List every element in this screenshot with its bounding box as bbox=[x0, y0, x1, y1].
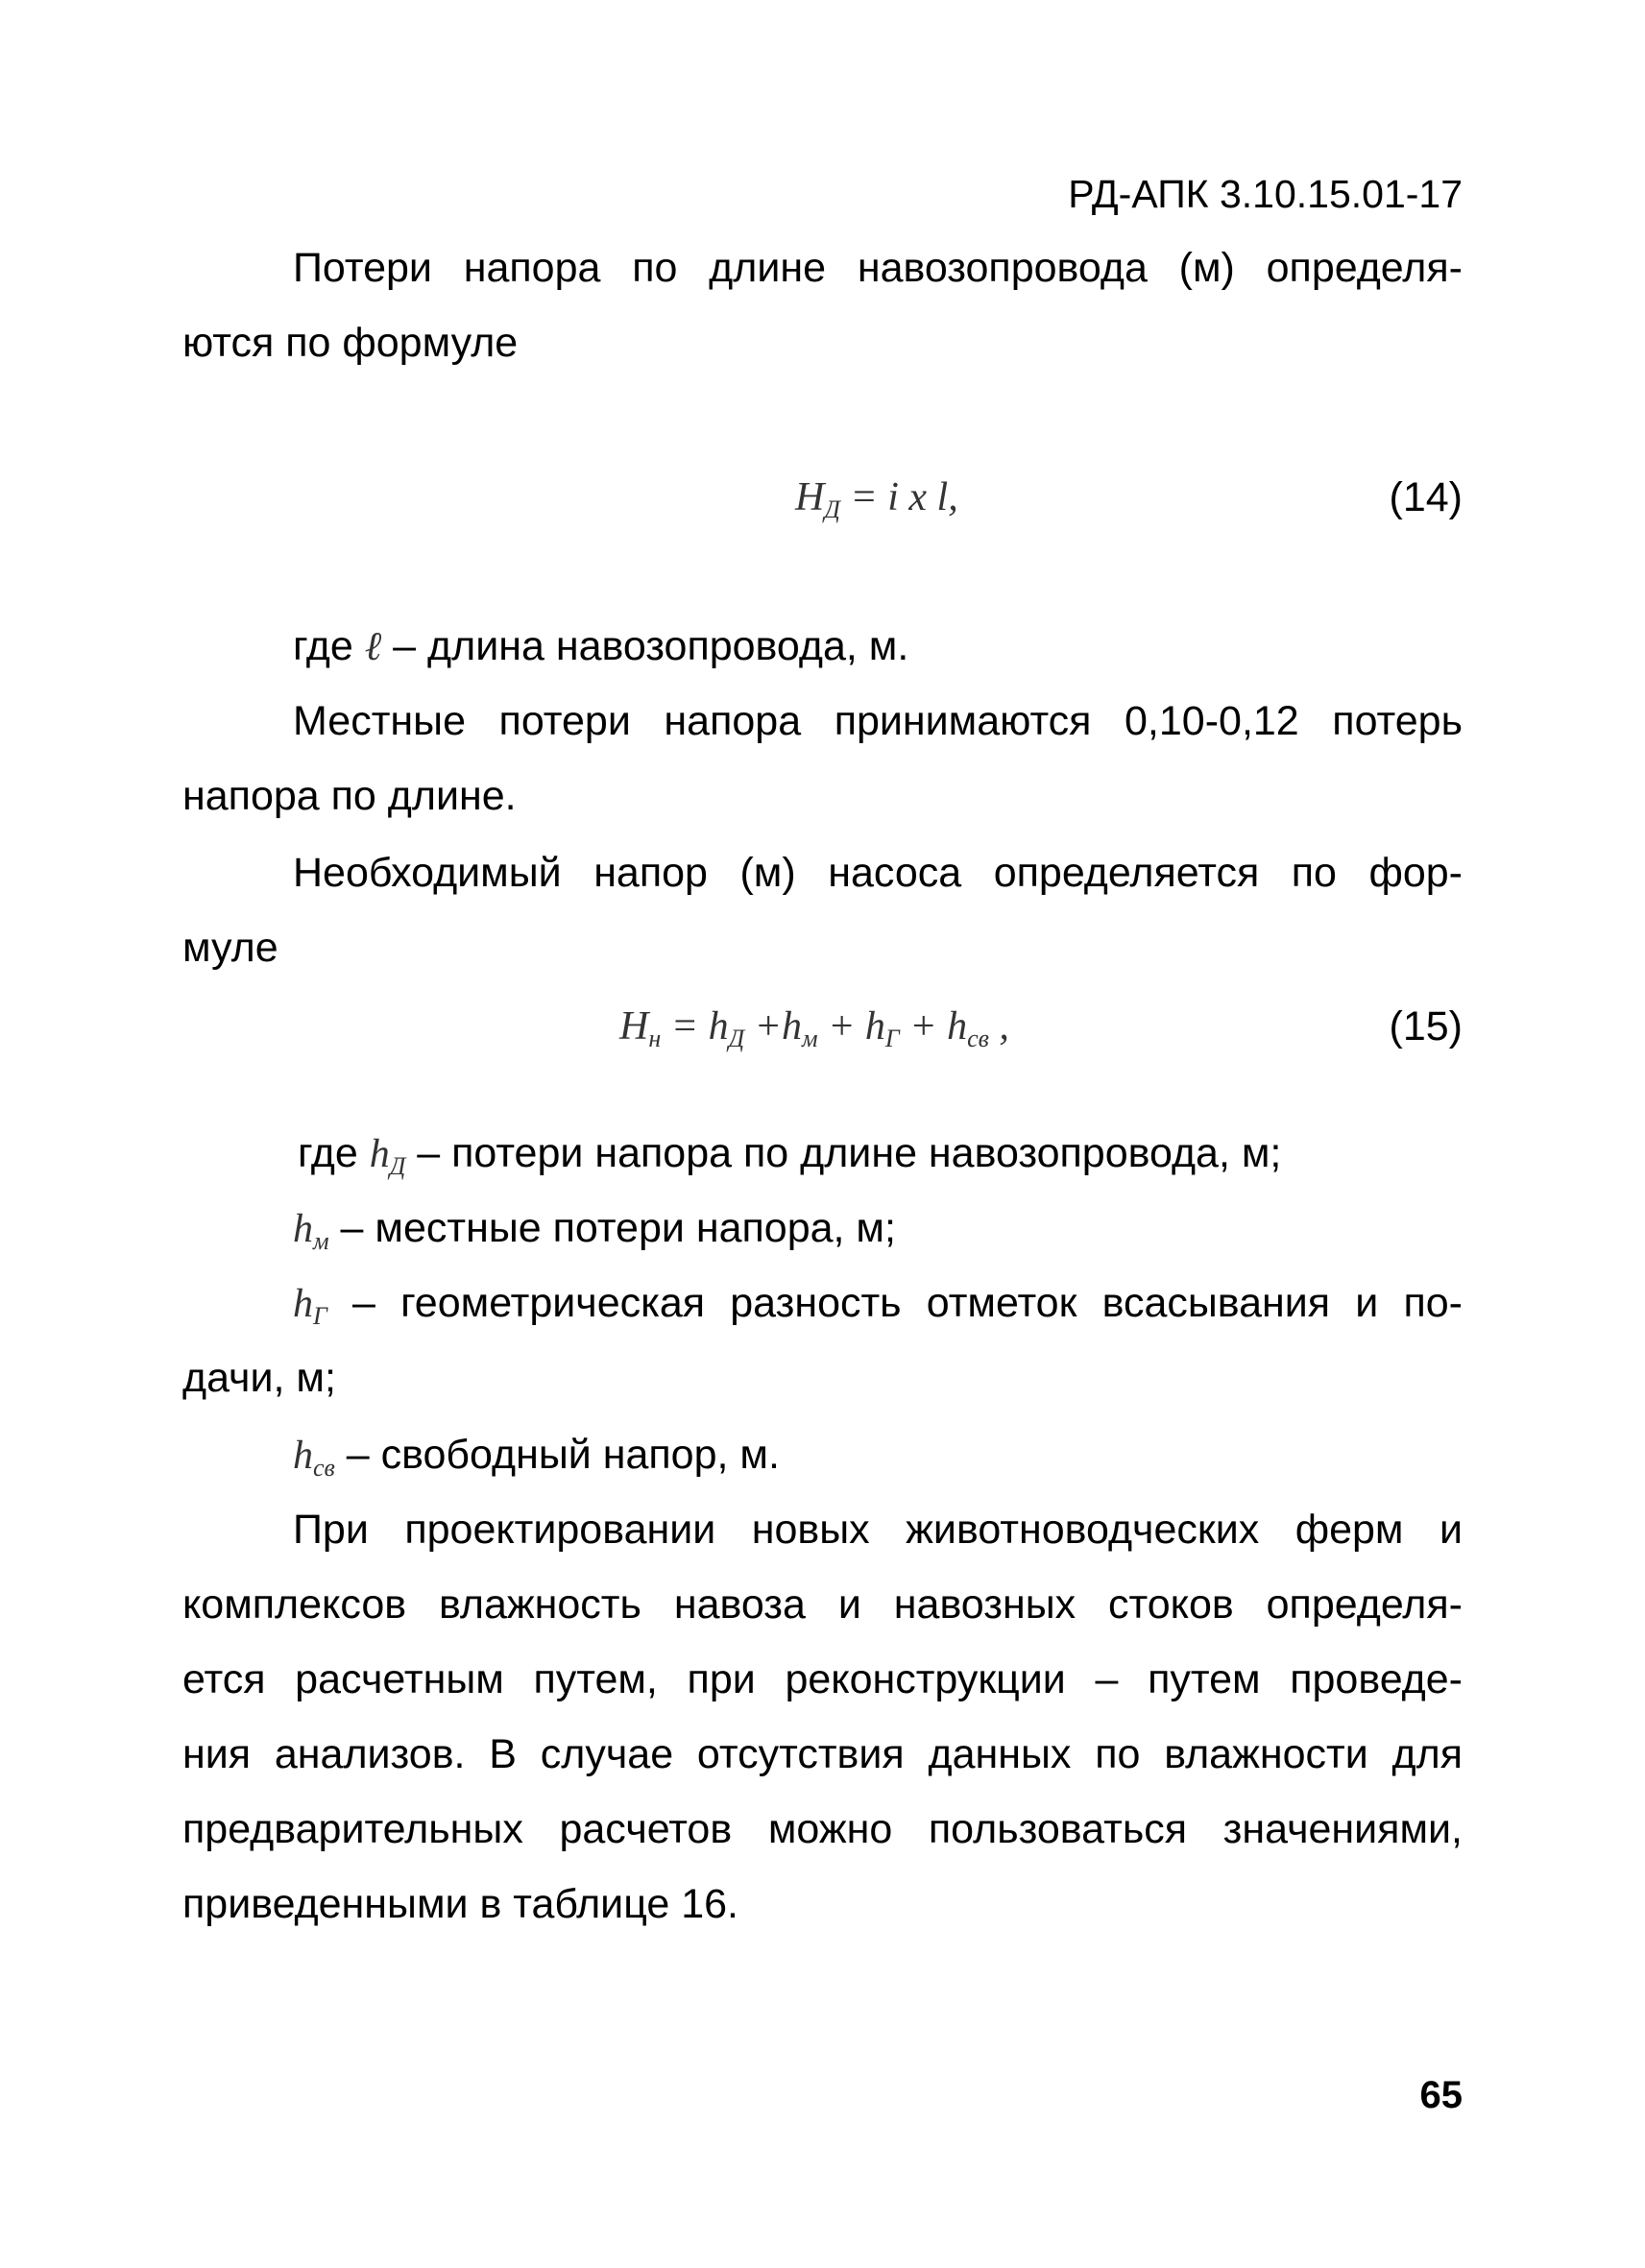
paragraph-line: предварительных расчетов можно пользоваться значениями, bbox=[182, 1806, 1463, 1852]
paragraph-line: напора по длине. bbox=[182, 773, 517, 819]
definition-h-free: $h_{св}$ – свободный напор, м. bbox=[293, 1432, 780, 1482]
paragraph-line: ются по формуле bbox=[182, 320, 519, 366]
page-number: 65 bbox=[1419, 2074, 1463, 2116]
paragraph-line: дачи, м; bbox=[182, 1355, 336, 1401]
paragraph-line: комплексов влажность навоза и навозных стоков определя- bbox=[182, 1581, 1463, 1628]
equation-15: $H_н = h_Д +h_м + h_Г + h_{св}$ , bbox=[619, 1004, 1009, 1052]
definition-h-geometric: $h_Г$ – геометрическая разность отметок всасывания и по- bbox=[293, 1280, 1463, 1330]
paragraph-line: приведенными в таблице 16. bbox=[182, 1881, 738, 1927]
definition-h-length: где $h_Д$ – потери напора по длине навозопровода, м; bbox=[298, 1130, 1282, 1180]
paragraph-line: Местные потери напора принимаются 0,10-0,12 потерь bbox=[293, 698, 1463, 744]
definition-length: где ℓ – длина навозопровода, м. bbox=[293, 623, 909, 669]
definition-h-local: $h_м$ – местные потери напора, м; bbox=[293, 1205, 896, 1255]
document-code-header: РД-АПК 3.10.15.01-17 bbox=[1068, 172, 1463, 216]
paragraph-line: Потери напора по длине навозопровода (м) определя- bbox=[293, 245, 1463, 291]
paragraph-line: Необходимый напор (м) насоса определяется по фор- bbox=[293, 850, 1463, 896]
equation-14-number: (14) bbox=[1389, 474, 1463, 520]
equation-15-number: (15) bbox=[1389, 1003, 1463, 1050]
paragraph-line: муле bbox=[182, 925, 278, 971]
paragraph-line: ния анализов. В случае отсутствия данных по влажности для bbox=[182, 1731, 1463, 1777]
paragraph-line: При проектировании новых животноводческих ферм и bbox=[293, 1507, 1463, 1553]
equation-14: $H_Д = i$ x l, bbox=[795, 475, 958, 523]
paragraph-line: ется расчетным путем, при реконструкции – путем проведе- bbox=[182, 1656, 1463, 1702]
